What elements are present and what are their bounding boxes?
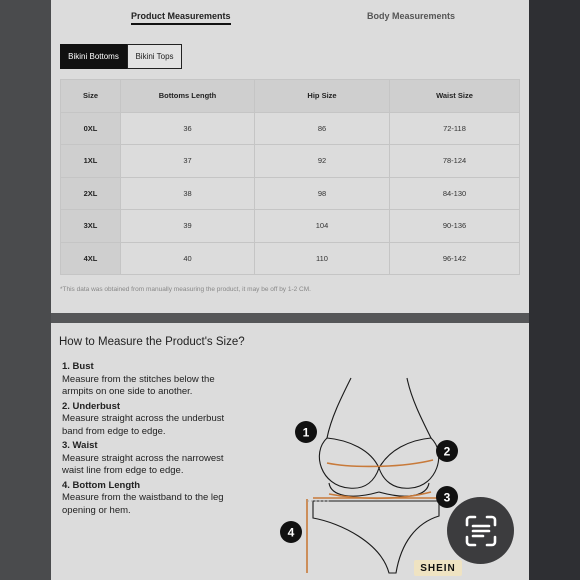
size-chart-panel bbox=[51, 0, 529, 313]
length-cell: 40 bbox=[121, 242, 255, 275]
hip-cell: 86 bbox=[255, 112, 390, 145]
step-desc-bust: Measure from the stitches below the armpits on one side to another. bbox=[62, 373, 215, 397]
tab-body-measurements[interactable]: Body Measurements bbox=[367, 11, 456, 21]
length-cell: 39 bbox=[121, 210, 255, 243]
hip-cell: 110 bbox=[255, 242, 390, 275]
svg-text:3: 3 bbox=[443, 490, 451, 505]
table-header-row bbox=[61, 80, 520, 113]
table-row bbox=[61, 242, 520, 275]
size-cell: 2XL bbox=[61, 177, 121, 210]
marker-1 bbox=[295, 421, 317, 443]
waist-cell: 78-124 bbox=[390, 145, 520, 178]
waist-cell: 84-130 bbox=[390, 177, 520, 210]
hip-cell: 98 bbox=[255, 177, 390, 210]
svg-text:4: 4 bbox=[287, 525, 295, 540]
bikini-top-illustration bbox=[319, 378, 438, 496]
table-row bbox=[61, 145, 520, 178]
step-title-waist: 3. Waist bbox=[62, 440, 98, 451]
length-cell: 38 bbox=[121, 177, 255, 210]
measurement-disclaimer: *This data was obtained from manually measuring the product, it may be off by 1-2 CM. bbox=[60, 286, 311, 293]
waist-cell: 72-118 bbox=[390, 112, 520, 145]
marker-4 bbox=[280, 521, 302, 543]
header-size: Size bbox=[61, 80, 121, 113]
waist-cell: 96-142 bbox=[390, 242, 520, 275]
step-desc-waist: Measure straight across the narrowest waist line from edge to edge. bbox=[62, 452, 224, 476]
table-row bbox=[61, 210, 520, 243]
svg-text:1: 1 bbox=[302, 425, 310, 440]
size-cell: 4XL bbox=[61, 242, 121, 275]
right-margin bbox=[529, 0, 580, 580]
size-cell: 1XL bbox=[61, 145, 121, 178]
subtab-bikini-tops[interactable]: Bikini Tops bbox=[127, 44, 182, 69]
header-waist-size: Waist Size bbox=[390, 80, 520, 113]
size-cell: 3XL bbox=[61, 210, 121, 243]
subtab-bikini-bottoms[interactable]: Bikini Bottoms bbox=[60, 44, 127, 69]
hip-cell: 104 bbox=[255, 210, 390, 243]
svg-text:2: 2 bbox=[443, 444, 451, 459]
length-cell: 36 bbox=[121, 112, 255, 145]
left-margin bbox=[0, 0, 51, 580]
step-desc-bottom-length: Measure from the waistband to the leg opening or hem. bbox=[62, 492, 224, 516]
table-row bbox=[61, 177, 520, 210]
marker-3 bbox=[436, 486, 458, 508]
header-bottoms-length: Bottoms Length bbox=[121, 80, 255, 113]
size-cell: 0XL bbox=[61, 112, 121, 145]
size-table bbox=[60, 79, 520, 275]
waist-cell: 90-136 bbox=[390, 210, 520, 243]
step-title-bust: 1. Bust bbox=[62, 361, 94, 372]
table-row bbox=[61, 112, 520, 145]
step-desc-underbust: Measure straight across the underbust band from edge to edge. bbox=[62, 413, 225, 437]
step-title-underbust: 2. Underbust bbox=[62, 400, 121, 412]
measure-steps bbox=[62, 359, 232, 518]
hip-cell: 92 bbox=[255, 145, 390, 178]
text-scan-button[interactable] bbox=[447, 497, 514, 564]
marker-2 bbox=[436, 440, 458, 462]
brand-logo: SHEIN bbox=[414, 560, 462, 576]
text-scan-icon bbox=[461, 511, 501, 551]
tab-product-measurements[interactable]: Product Measurements bbox=[131, 11, 231, 25]
how-to-title: How to Measure the Product's Size? bbox=[59, 336, 245, 348]
header-hip-size: Hip Size bbox=[255, 80, 390, 113]
length-cell: 37 bbox=[121, 145, 255, 178]
step-title-bottom-length: 4. Bottom Length bbox=[62, 479, 141, 491]
